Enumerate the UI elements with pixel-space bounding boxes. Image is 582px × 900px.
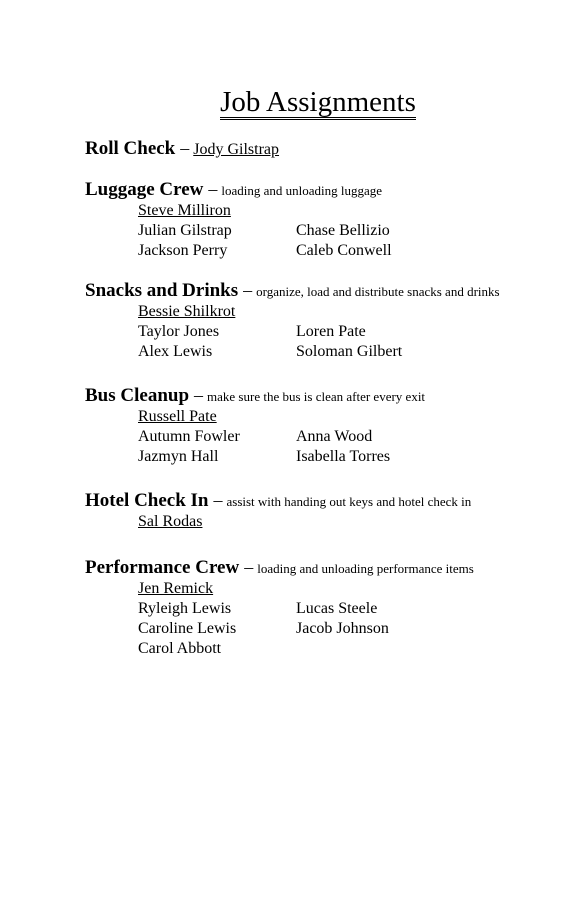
- member-name: Taylor Jones: [138, 323, 220, 340]
- dash: –: [180, 138, 190, 158]
- section-name: Performance Crew: [85, 557, 240, 578]
- dash: –: [194, 385, 204, 405]
- member-row: [138, 241, 575, 261]
- section-bus-cleanup: [85, 383, 575, 467]
- member-name: Chase Bellizio: [296, 222, 390, 239]
- member-row: [138, 599, 575, 619]
- member-name: Isabella Torres: [296, 448, 391, 465]
- section-name: Roll Check: [85, 138, 176, 159]
- section-name: Luggage Crew: [85, 179, 204, 200]
- section-description: organize, load and distribute snacks and drinks: [256, 284, 500, 299]
- page-title: [0, 84, 582, 120]
- member-row: [138, 322, 575, 342]
- page-title-text: Job Assignments: [220, 86, 416, 118]
- roll-check-assignee: Jody Gilstrap: [193, 141, 280, 158]
- section-heading: [85, 383, 575, 407]
- dash: –: [213, 490, 223, 510]
- section-heading: [85, 555, 575, 579]
- member-row: [138, 342, 575, 362]
- member-row: [138, 639, 575, 659]
- member-name: Caleb Conwell: [296, 242, 392, 259]
- section-snacks-and-drinks: [85, 278, 575, 362]
- member-row: [138, 447, 575, 467]
- section-heading: [85, 278, 575, 302]
- member-row: [138, 619, 575, 639]
- member-row: [138, 221, 575, 241]
- member-name: Loren Pate: [296, 323, 366, 340]
- section-name: Bus Cleanup: [85, 385, 190, 406]
- member-name: Anna Wood: [296, 428, 373, 445]
- member-name: Jazmyn Hall: [138, 448, 219, 465]
- section-description: loading and unloading performance items: [257, 561, 474, 576]
- dash: –: [244, 557, 254, 577]
- member-name: Caroline Lewis: [138, 620, 237, 637]
- section-roll-check: [85, 136, 575, 160]
- dash: –: [208, 179, 218, 199]
- crew-lead: Bessie Shilkrot: [138, 303, 236, 320]
- crew-lead: Steve Milliron: [138, 202, 231, 219]
- section-hotel-check-in: [85, 488, 575, 532]
- section-heading: [85, 488, 575, 512]
- dash: –: [243, 280, 253, 300]
- crew-lead: Russell Pate: [138, 408, 217, 425]
- crew-lead: Jen Remick: [138, 580, 214, 597]
- member-name: Julian Gilstrap: [138, 222, 232, 239]
- member-name: Carol Abbott: [138, 640, 222, 657]
- member-name: Soloman Gilbert: [296, 343, 403, 360]
- section-description: loading and unloading luggage: [221, 183, 383, 198]
- member-name: Ryleigh Lewis: [138, 600, 232, 617]
- section-name: Hotel Check In: [85, 490, 209, 511]
- section-heading: [85, 177, 575, 201]
- section-luggage-crew: [85, 177, 575, 261]
- member-name: Jackson Perry: [138, 242, 228, 259]
- crew-lead: Sal Rodas: [138, 513, 203, 530]
- member-name: Jacob Johnson: [296, 620, 389, 637]
- member-name: Alex Lewis: [138, 343, 213, 360]
- member-row: [138, 427, 575, 447]
- section-heading: [85, 136, 575, 160]
- member-name: Lucas Steele: [296, 600, 378, 617]
- member-name: Autumn Fowler: [138, 428, 240, 445]
- section-description: assist with handing out keys and hotel check in: [226, 494, 472, 509]
- section-name: Snacks and Drinks: [85, 280, 239, 301]
- section-performance-crew: [85, 555, 575, 659]
- section-description: make sure the bus is clean after every exit: [207, 389, 426, 404]
